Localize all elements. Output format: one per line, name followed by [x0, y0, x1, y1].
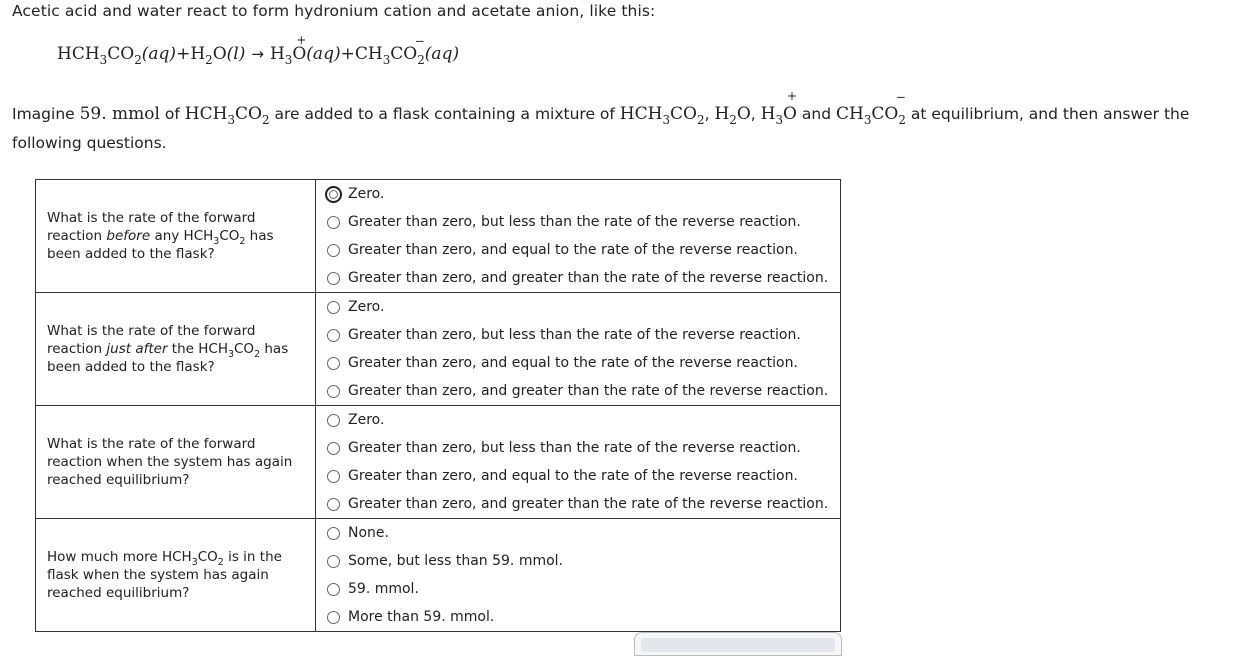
radio-icon[interactable]: [327, 244, 340, 257]
radio-icon[interactable]: [327, 301, 340, 314]
question-row: [36, 293, 841, 406]
question-1-options: [316, 180, 841, 293]
bottom-toolbar-tab[interactable]: [634, 632, 842, 656]
radio-icon[interactable]: [327, 442, 340, 455]
question-row: [36, 519, 841, 632]
bottom-toolbar-bar: [641, 638, 835, 652]
question-row: [36, 180, 841, 293]
radio-icon[interactable]: [327, 216, 340, 229]
question-2-text: What is the rate of the forward reaction just after the $HCH_3CO_2$ has been added to the flask?: [36, 293, 316, 406]
option-q4-some[interactable]: Some, but less than 59. mmol.: [327, 547, 840, 575]
option-q1-less[interactable]: Greater than zero, but less than the rate of the reverse reaction.: [327, 208, 840, 236]
radio-icon[interactable]: [327, 611, 340, 624]
option-q3-zero[interactable]: Zero.: [327, 406, 840, 434]
radio-icon[interactable]: [327, 470, 340, 483]
option-q4-equal[interactable]: 59. mmol.: [327, 575, 840, 603]
radio-icon[interactable]: [327, 357, 340, 370]
radio-icon[interactable]: [327, 414, 340, 427]
option-q1-greater[interactable]: Greater than zero, and greater than the rate of the reverse reaction.: [327, 264, 840, 292]
radio-icon[interactable]: [327, 385, 340, 398]
question-4-options: [316, 519, 841, 632]
option-q2-greater[interactable]: Greater than zero, and greater than the rate of the reverse reaction.: [327, 377, 840, 405]
intro-text: Acetic acid and water react to form hydronium cation and acetate anion, like this:: [12, 2, 656, 20]
question-table: [35, 179, 841, 632]
option-q1-zero[interactable]: Zero.: [327, 180, 840, 208]
problem-statement: Imagine 59. mmol of $HCH_3CO_2$ are added to a flask containing a mixture of $HCH_3CO_2$, $H_2O$, $H_3O$ + and $CH_3CO_2$ − at equilibrium, and then answer the following questions.: [12, 89, 1190, 152]
question-2-options: [316, 293, 841, 406]
radio-icon[interactable]: [327, 583, 340, 596]
option-q2-less[interactable]: Greater than zero, but less than the rate of the reverse reaction.: [327, 321, 840, 349]
question-3-options: [316, 406, 841, 519]
question-4-text: How much more $HCH_3CO_2$ is in the flask when the system has again reached equilibrium?: [36, 519, 316, 632]
option-q3-equal[interactable]: Greater than zero, and equal to the rate of the reverse reaction.: [327, 462, 840, 490]
radio-icon[interactable]: [327, 498, 340, 511]
option-q2-zero[interactable]: Zero.: [327, 293, 840, 321]
radio-icon[interactable]: [327, 329, 340, 342]
option-q1-equal[interactable]: Greater than zero, and equal to the rate of the reverse reaction.: [327, 236, 840, 264]
radio-selected-icon[interactable]: [325, 186, 342, 203]
option-q3-less[interactable]: Greater than zero, but less than the rate of the reverse reaction.: [327, 434, 840, 462]
radio-icon[interactable]: [327, 272, 340, 285]
option-q2-equal[interactable]: Greater than zero, and equal to the rate of the reverse reaction.: [327, 349, 840, 377]
question-1-text: What is the rate of the forward reaction before any $HCH_3CO_2$ has been added to the flask?: [36, 180, 316, 293]
option-q4-more[interactable]: More than 59. mmol.: [327, 603, 840, 631]
option-q4-none[interactable]: None.: [327, 519, 840, 547]
option-q3-greater[interactable]: Greater than zero, and greater than the rate of the reverse reaction.: [327, 490, 840, 518]
question-row: [36, 406, 841, 519]
question-3-text: What is the rate of the forward reaction when the system has again reached equilibrium?: [36, 406, 316, 519]
chemical-equation: $HCH_3CO_2(aq)+H_2O(l) \to H_3O$ + $(aq)+CH_3CO_2$ − (aq): [57, 33, 460, 67]
radio-icon[interactable]: [327, 555, 340, 568]
reaction-arrow-icon: →: [251, 45, 264, 63]
radio-icon[interactable]: [327, 527, 340, 540]
